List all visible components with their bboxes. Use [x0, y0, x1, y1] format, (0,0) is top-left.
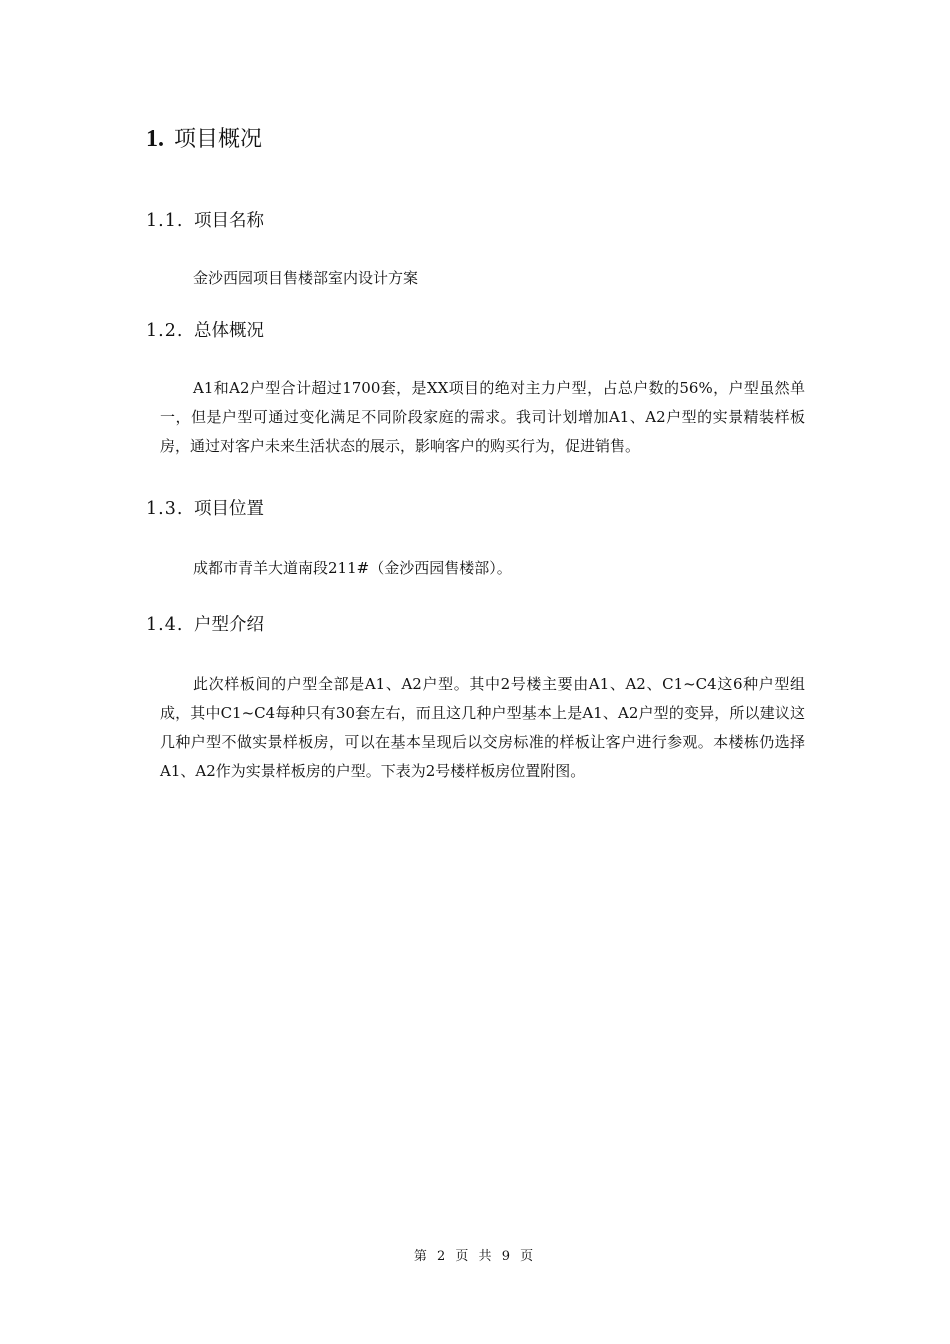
section-body-1-2: A1和A2户型合计超过1700套，是XX项目的绝对主力户型，占总户数的56%，户型虽然单一，但是户型可通过变化满足不同阶段家庭的需求。我司计划增加A1、A2户型的实景精装样板房，通过对客户未来生活状态的展示，影响客户的购买行为，促进销售。	[160, 379, 805, 455]
section-body-1-3: 成都市青羊大道南段211#（金沙西园售楼部）。	[193, 559, 512, 577]
section-number: 1.4.	[146, 615, 184, 635]
section-title: 总体概况	[194, 321, 264, 341]
section-heading-1-3	[146, 496, 264, 522]
section-heading-1-4	[146, 612, 264, 638]
section-title: 项目位置	[194, 499, 264, 519]
section-number: 1.2.	[146, 321, 184, 341]
section-title: 项目名称	[194, 211, 264, 231]
section-body-1-1: 金沙西园项目售楼部室内设计方案	[193, 269, 419, 287]
section-heading-1-1	[146, 208, 264, 234]
chapter-title: 项目概况	[174, 127, 263, 152]
section-number: 1.3.	[146, 499, 184, 519]
section-heading-1-2	[146, 318, 264, 344]
section-body-1-4: 此次样板间的户型全部是A1、A2户型。其中2号楼主要由A1、A2、C1~C4这6种户型组成，其中C1~C4每种只有30套左右，而且这几种户型基本上是A1、A2户型的变异，所以建议这几种户型不做实景样板房，可以在基本呈现后以交房标准的样板让客户进行参观。本楼栋仍选择A1、A2作为实景样板房的户型。下表为2号楼样板房位置附图。	[160, 675, 805, 780]
chapter-heading	[146, 122, 262, 157]
section-title: 户型介绍	[194, 615, 264, 635]
page-footer: 第 2 页 共 9 页	[413, 1249, 537, 1264]
chapter-number: 1.	[146, 126, 164, 152]
section-number: 1.1.	[146, 211, 184, 231]
